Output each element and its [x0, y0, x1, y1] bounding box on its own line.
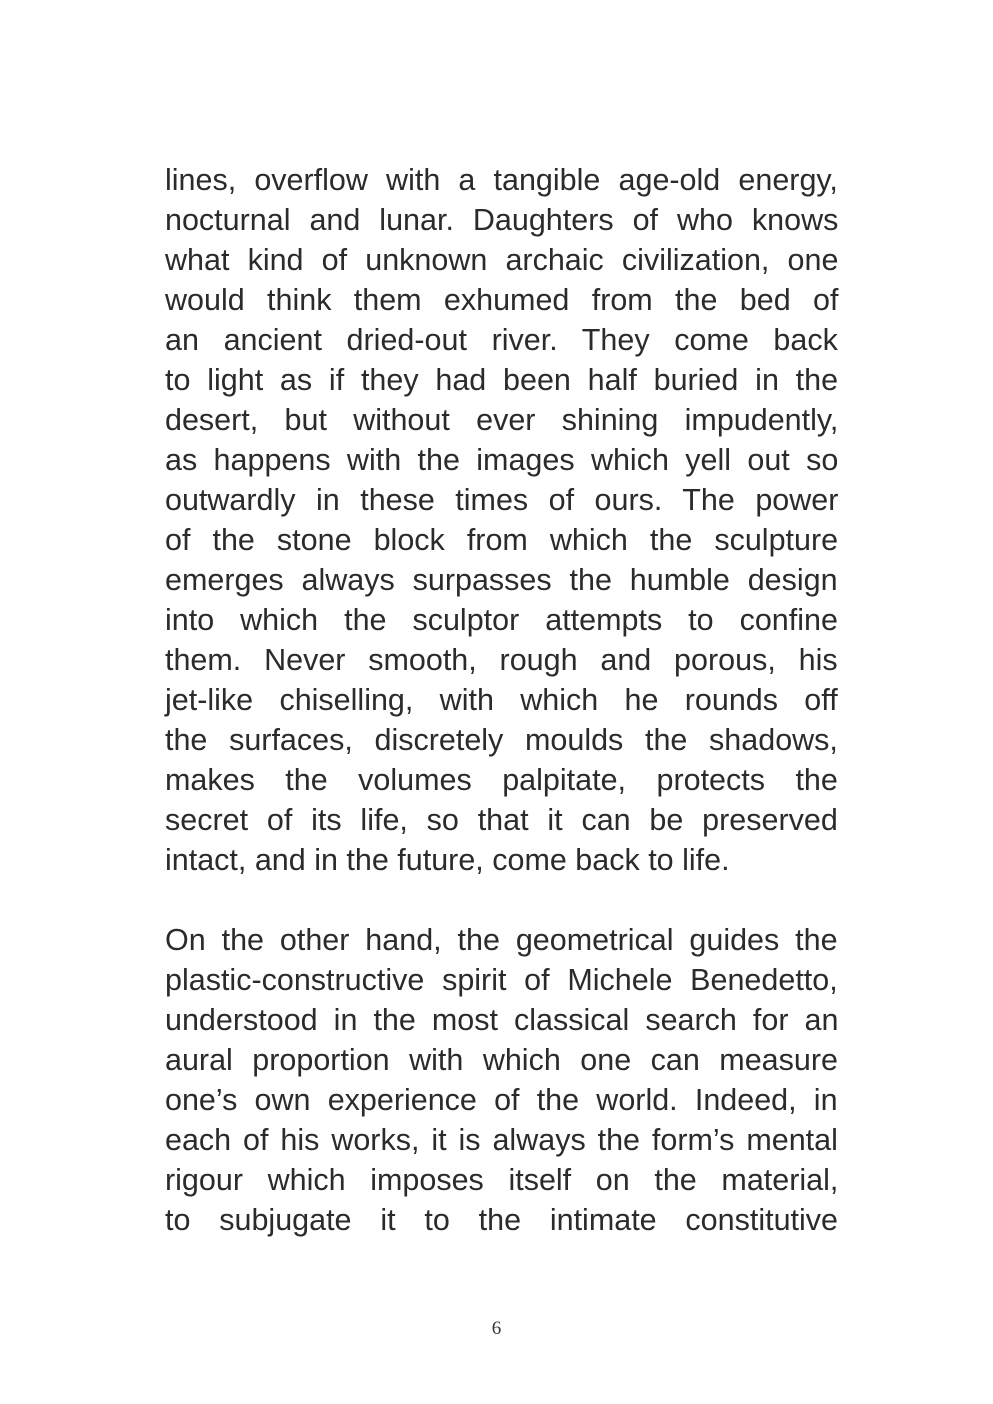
text-line: jet-like chiselling, with which he rounds off — [165, 683, 838, 717]
text-line: outwardly in these times of ours. The power — [165, 483, 839, 517]
text-line: an ancient dried-out river. They come back — [165, 323, 838, 357]
text-line: nocturnal and lunar. Daughters of who knows — [165, 203, 839, 237]
text-line: makes the volumes palpitate, protects the — [165, 763, 838, 797]
text-line: emerges always surpasses the humble design — [165, 563, 838, 597]
page-number: 6 — [491, 1318, 502, 1339]
text-line: each of his works, it is always the form’s mental — [165, 1123, 838, 1157]
text-line: would think them exhumed from the bed of — [165, 283, 839, 317]
text-line: rigour which imposes itself on the material, — [165, 1163, 839, 1197]
text-line: lines, overflow with a tangible age-old energy, — [165, 163, 838, 197]
text-line: secret of its life, so that it can be preserved — [165, 803, 838, 837]
text-line: into which the sculptor attempts to confine — [165, 603, 838, 637]
text-line: them. Never smooth, rough and porous, his — [165, 643, 838, 677]
text-line: what kind of unknown archaic civilization, one — [165, 243, 839, 277]
text-line: intact, and in the future, come back to life. — [165, 843, 730, 877]
text-line: of the stone block from which the sculpture — [165, 523, 839, 557]
paragraph-2 — [165, 920, 838, 1240]
text-line: as happens with the images which yell out so — [165, 443, 839, 477]
text-line: understood in the most classical search for an — [165, 1003, 839, 1037]
paragraph-1 — [165, 160, 838, 880]
text-line: plastic-constructive spirit of Michele Benedetto, — [165, 963, 838, 997]
paragraph-gap — [165, 880, 838, 920]
text-line: to light as if they had been half buried in the — [165, 363, 839, 397]
text-line: desert, but without ever shining impudently, — [165, 403, 839, 437]
text-line: one’s own experience of the world. Indeed, in — [165, 1083, 838, 1117]
text-line: On the other hand, the geometrical guides the — [165, 923, 838, 957]
text-line: to subjugate it to the intimate constitutive — [165, 1203, 839, 1237]
text-line: the surfaces, discretely moulds the shadows, — [165, 723, 838, 757]
body-text — [165, 160, 838, 1240]
text-line: aural proportion with which one can measure — [165, 1043, 838, 1077]
